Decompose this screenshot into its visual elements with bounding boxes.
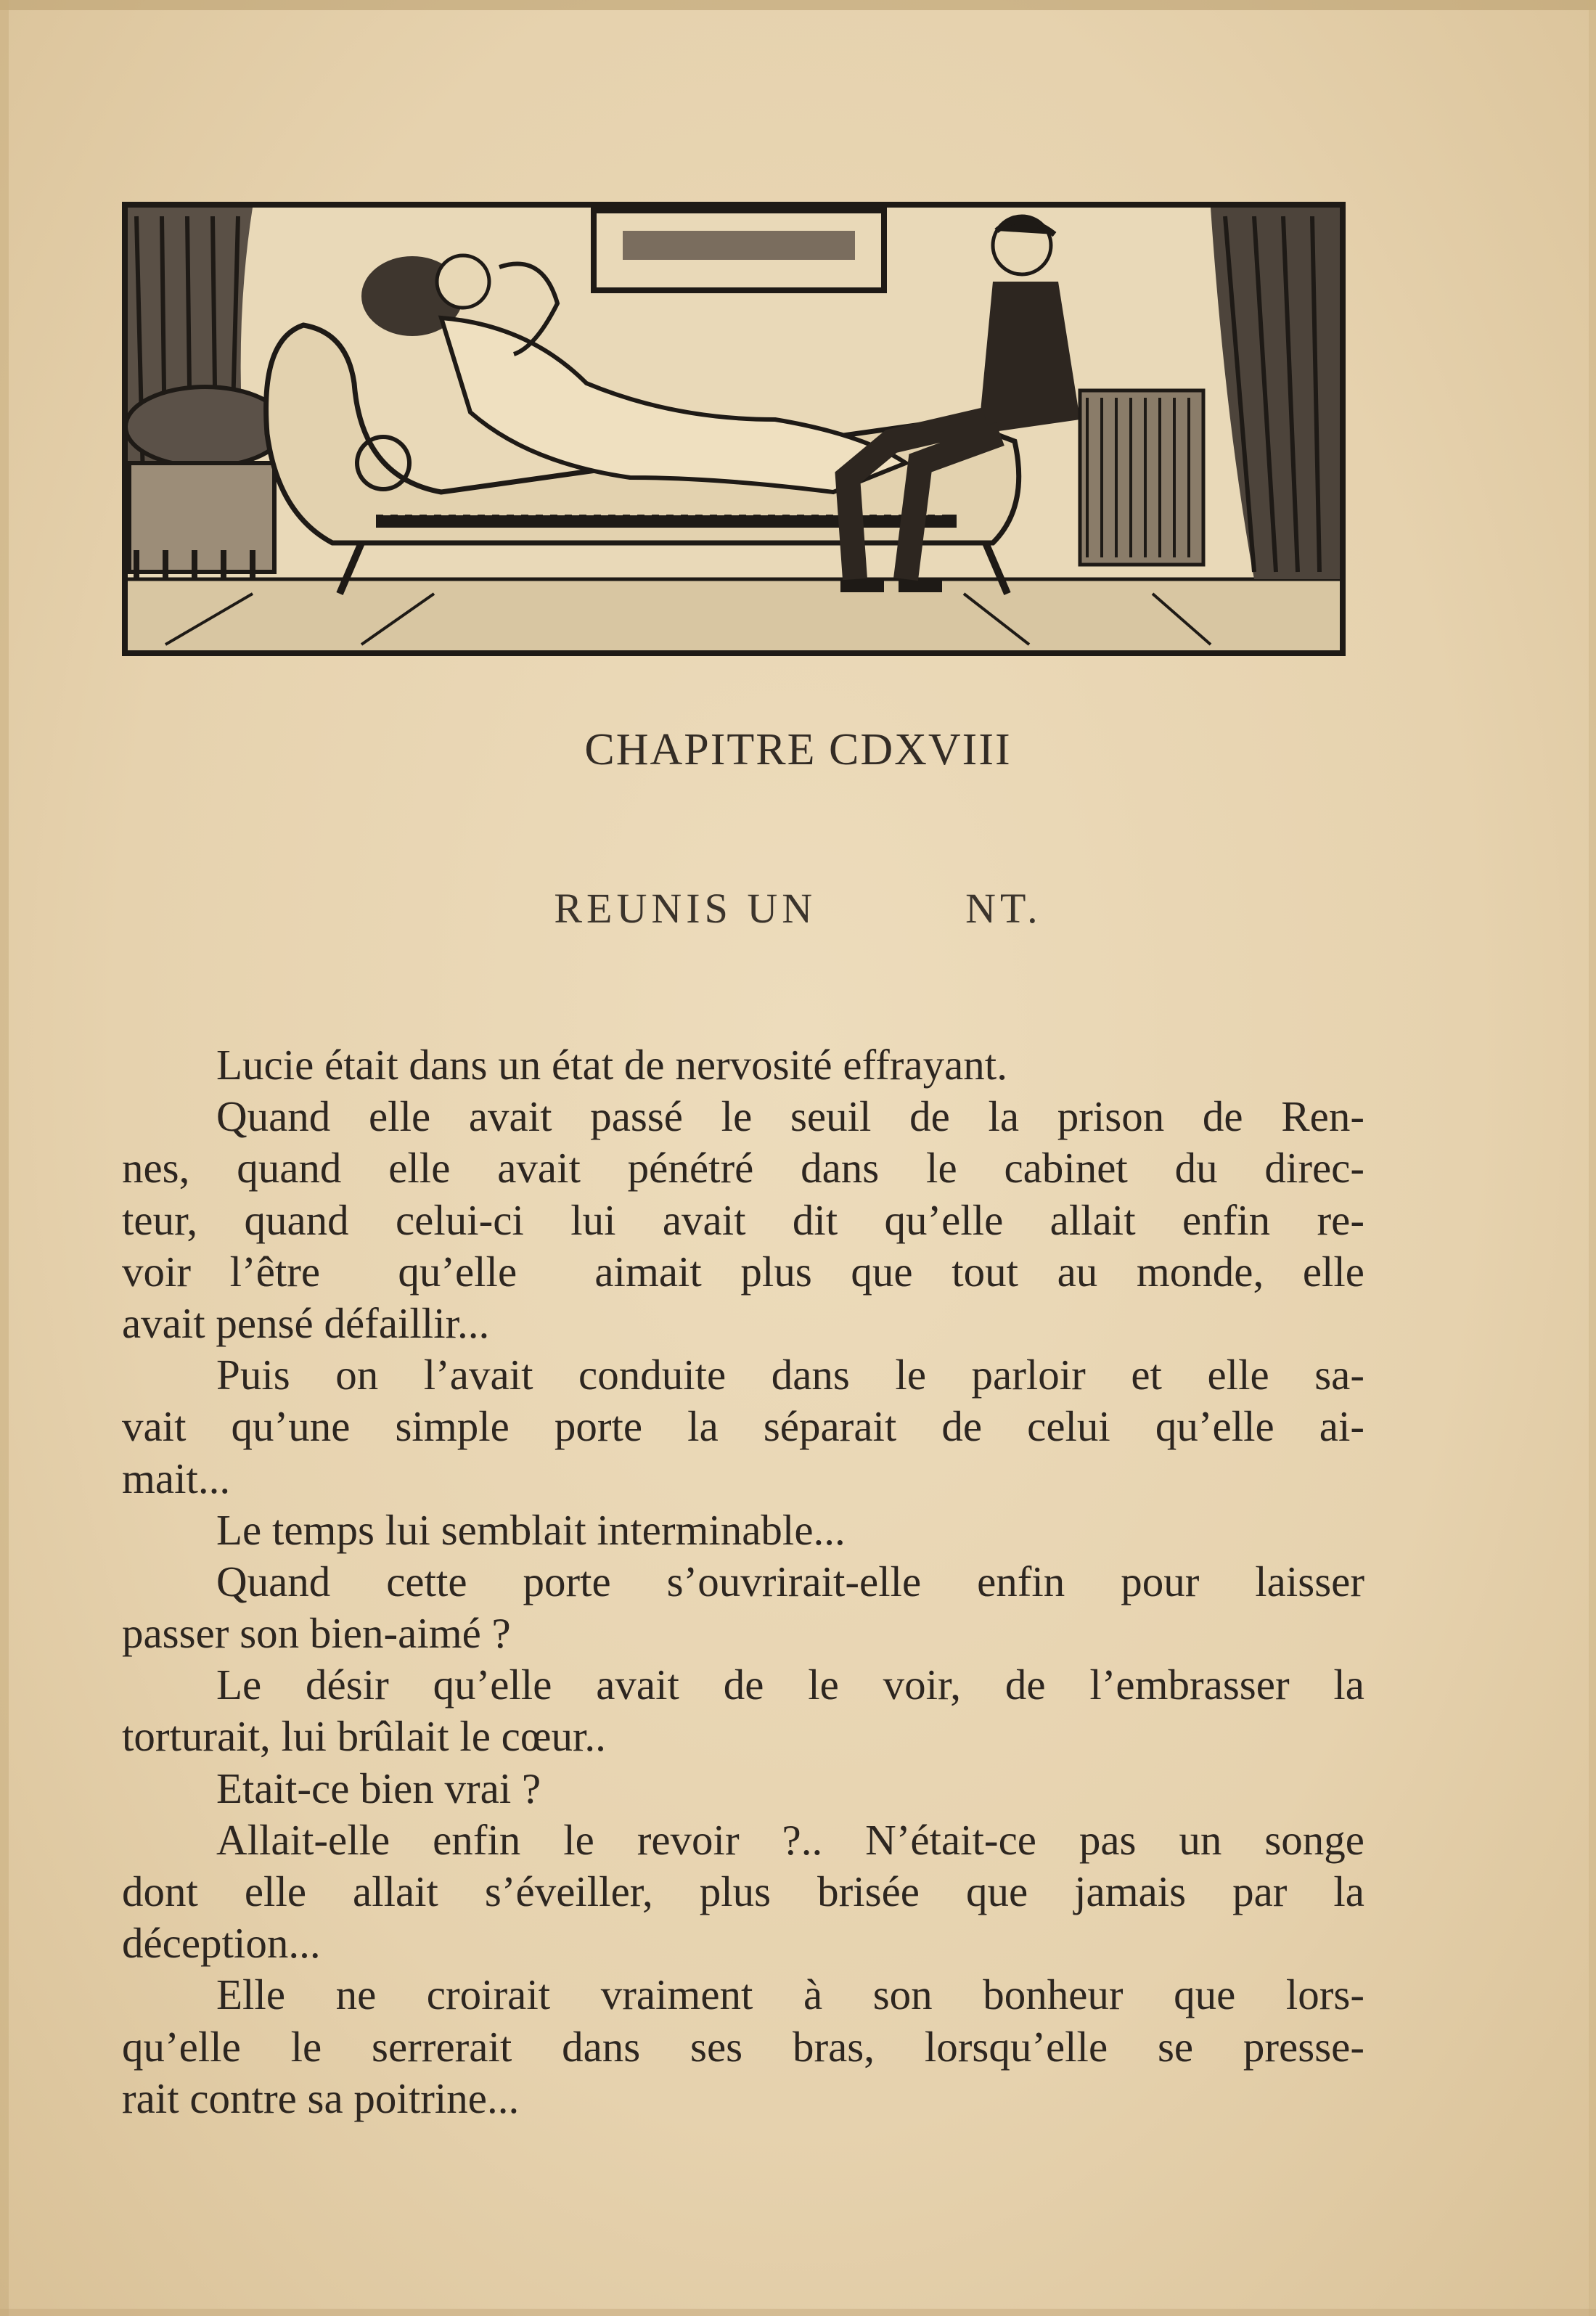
text-line: Quand cette porte s’ouvrirait-elle enfin pour laisser bbox=[216, 1557, 1364, 1605]
text-line: Lucie était dans un état de nervosité effrayant. bbox=[216, 1041, 1007, 1089]
text-line: nes, quand elle avait pénétré dans le cabinet du direc- bbox=[122, 1144, 1364, 1192]
text-line: qu’elle le serrerait dans ses bras, lorsqu’elle se presse- bbox=[122, 2022, 1364, 2071]
text-line: avait pensé défaillir... bbox=[122, 1298, 490, 1347]
text-line: teur, quand celui-ci lui avait dit qu’elle allait enfin re- bbox=[122, 1195, 1364, 1244]
page-edge-top bbox=[0, 0, 1596, 10]
text-line: voir l’être qu’elle aimait plus que tout au monde, elle bbox=[122, 1247, 1364, 1296]
chapter-engraving-illustration bbox=[122, 202, 1346, 656]
page-edge-right bbox=[1589, 0, 1596, 2316]
text-line: dont elle allait s’éveiller, plus brisée que jamais par la bbox=[122, 1867, 1364, 1915]
chapter-subtitle: REUNIS UN NT. bbox=[554, 885, 1042, 932]
text-line: Quand elle avait passé le seuil de la prison de Ren- bbox=[216, 1092, 1364, 1141]
text-line: Allait-elle enfin le revoir ?.. N’était-ce pas un songe bbox=[216, 1815, 1364, 1864]
engraving-icon bbox=[122, 202, 1346, 656]
page-edge-left bbox=[0, 0, 9, 2316]
text-line: Etait-ce bien vrai ? bbox=[216, 1764, 541, 1812]
text-line: déception... bbox=[122, 1919, 321, 1968]
text-line: rait contre sa poitrine... bbox=[122, 2074, 520, 2122]
text-line: torturait, lui brûlait le cœur.. bbox=[122, 1712, 606, 1761]
text-line: mait... bbox=[122, 1454, 231, 1502]
text-line: Le désir qu’elle avait de le voir, de l’embrasser la bbox=[216, 1661, 1364, 1709]
text-line: Puis on l’avait conduite dans le parloir et elle sa- bbox=[216, 1351, 1364, 1399]
text-line: passer son bien-aimé ? bbox=[122, 1609, 511, 1658]
chapter-body-text bbox=[122, 1039, 1364, 2124]
text-line: vait qu’une simple porte la séparait de celui qu’elle ai- bbox=[122, 1402, 1364, 1451]
text-line: Elle ne croirait vraiment à son bonheur que lors- bbox=[216, 1971, 1364, 2019]
chapter-title: CHAPITRE CDXVIII bbox=[584, 725, 1012, 774]
page-edge-bottom bbox=[0, 2309, 1596, 2316]
text-line: Le temps lui semblait interminable... bbox=[216, 1505, 846, 1554]
